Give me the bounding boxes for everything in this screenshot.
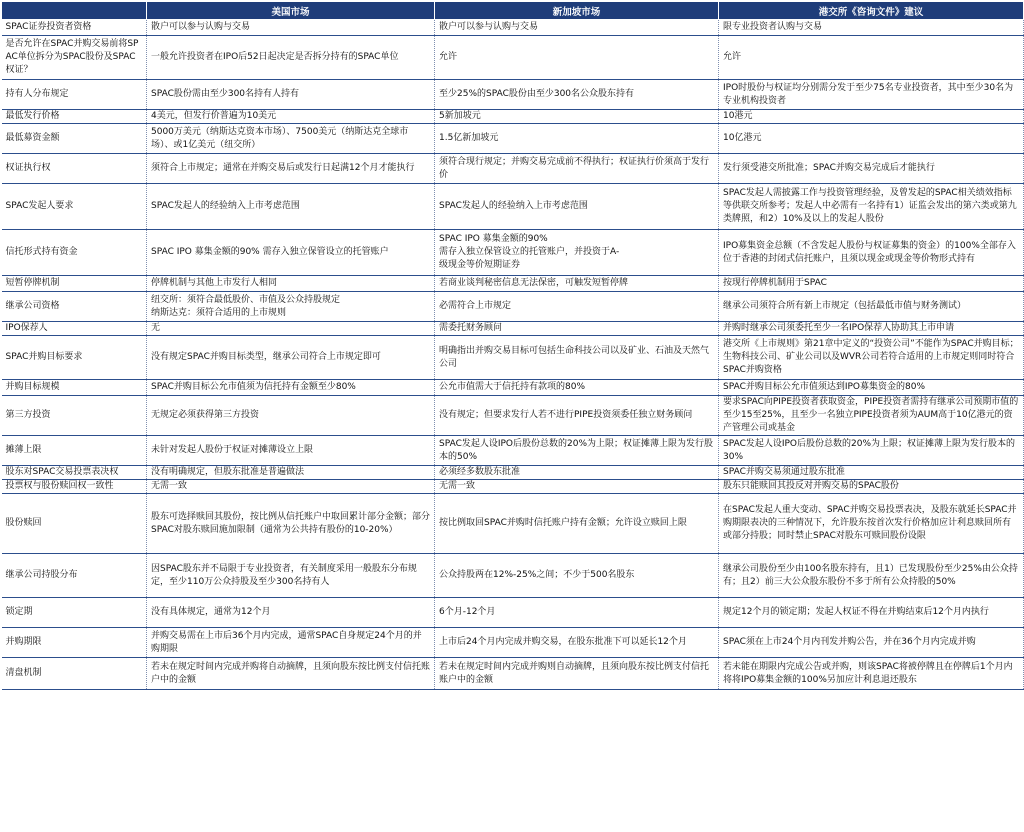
hk-cell: SPAC须在上市24个月内刊发并购公告，并在36个月内完成并购 — [719, 628, 1024, 658]
hk-cell: 在SPAC发起人重大变动、SPAC并购交易投票表决，及股东就延长SPAC并购期限表决的三种情况下，允许股东按首次发行价格加应计利息赎回所有或部分持股；同时禁止SPAC对股东可赎回股份设限 — [719, 494, 1024, 554]
header-corner — [2, 2, 147, 20]
us-cell: 散户可以参与认购与交易 — [147, 20, 435, 36]
row-label: 继承公司资格 — [2, 292, 147, 322]
hk-cell: 要求SPAC向PIPE投资者获取资金，PIPE投资者需持有继承公司预期市值的至少15至25%，且至少一名独立PIPE投资者须为AUM高于10亿港元的资产管理公司或基金 — [719, 396, 1024, 436]
us-cell: 5000万美元（纳斯达克资本市场）、7500美元（纳斯达克全球市场）、或1亿美元（纽交所） — [147, 124, 435, 154]
us-cell: SPAC IPO 募集金额的90% 需存入独立保管设立的托管账户 — [147, 230, 435, 276]
us-cell: 无 — [147, 322, 435, 336]
hk-cell: 允许 — [719, 36, 1024, 80]
table-row — [2, 598, 1024, 628]
table-row — [2, 336, 1024, 380]
us-cell: 没有规定SPAC并购目标类型，继承公司符合上市规定即可 — [147, 336, 435, 380]
sg-cell: 须符合现行规定；并购交易完成前不得执行；权证执行价须高于发行价 — [435, 154, 719, 184]
row-label: 第三方投资 — [2, 396, 147, 436]
hk-cell: 继承公司须符合所有新上市规定（包括最低市值与财务测试） — [719, 292, 1024, 322]
header-hkex-proposal: 港交所《咨询文件》建议 — [719, 2, 1024, 20]
row-label: 最低募资金额 — [2, 124, 147, 154]
hk-cell: 按现行停牌机制用于SPAC — [719, 276, 1024, 292]
sg-cell: 上市后24个月内完成并购交易，在股东批准下可以延长12个月 — [435, 628, 719, 658]
table-row — [2, 110, 1024, 124]
table-row — [2, 436, 1024, 466]
us-cell: 一般允许投资者在IPO后52日起决定是否拆分持有的SPAC单位 — [147, 36, 435, 80]
row-label: 摊薄上限 — [2, 436, 147, 466]
us-cell: 没有具体规定，通常为12个月 — [147, 598, 435, 628]
hk-cell: SPAC并购目标公允市值须达到IPO募集资金的80% — [719, 380, 1024, 396]
us-cell: 纽交所：须符合最低股价、市值及公众持股规定 纳斯达克：须符合适用的上市规则 — [147, 292, 435, 322]
hk-cell: 继承公司股份至少由100名股东持有，且1）已发现股份至少25%由公众持有；且2）前三大公众股东股份不多于所有公众持股的50% — [719, 554, 1024, 598]
table-row — [2, 554, 1024, 598]
row-label: 权证执行权 — [2, 154, 147, 184]
table-row — [2, 36, 1024, 80]
hk-cell: SPAC并购交易须通过股东批准 — [719, 466, 1024, 480]
table-row — [2, 154, 1024, 184]
sg-cell: 1.5亿新加坡元 — [435, 124, 719, 154]
hk-cell: 规定12个月的锁定期；发起人权证不得在并购结束后12个月内执行 — [719, 598, 1024, 628]
row-label: SPAC并购目标要求 — [2, 336, 147, 380]
table-row — [2, 480, 1024, 494]
us-cell: 没有明确规定，但股东批准是普遍做法 — [147, 466, 435, 480]
row-label: 并购期限 — [2, 628, 147, 658]
hk-cell: 10亿港元 — [719, 124, 1024, 154]
sg-cell: 若未在规定时间内完成并购则自动摘牌，且须向股东按比例支付信托账户中的金额 — [435, 658, 719, 690]
table-body — [2, 20, 1024, 690]
sg-cell: 6个月-12个月 — [435, 598, 719, 628]
us-cell: 并购交易需在上市后36个月内完成，通常SPAC自身规定24个月的并购期限 — [147, 628, 435, 658]
sg-cell: 必须经多数股东批准 — [435, 466, 719, 480]
us-cell: 4美元，但发行价普遍为10美元 — [147, 110, 435, 124]
us-cell: 须符合上市规定；通常在并购交易后或发行日起满12个月才能执行 — [147, 154, 435, 184]
sg-cell: 需委托财务顾问 — [435, 322, 719, 336]
hk-cell: 并购时继承公司须委托至少一名IPO保荐人协助其上市申请 — [719, 322, 1024, 336]
table-row — [2, 494, 1024, 554]
us-cell: 无规定必须获得第三方投资 — [147, 396, 435, 436]
us-cell: 未针对发起人股份于权证对摊薄设立上限 — [147, 436, 435, 466]
row-label: 投票权与股份赎回权一致性 — [2, 480, 147, 494]
row-label: 清盘机制 — [2, 658, 147, 690]
hk-cell: IPO募集资金总额（不含发起人股份与权证募集的资金）的100%全部存入位于香港的封闭式信托账户，且须以现金或现金等价物形式持有 — [719, 230, 1024, 276]
table-row — [2, 322, 1024, 336]
us-cell: SPAC股份需由至少300名持有人持有 — [147, 80, 435, 110]
sg-cell: 公众持股两在12%-25%之间；不少于500名股东 — [435, 554, 719, 598]
table-row — [2, 230, 1024, 276]
table-row — [2, 124, 1024, 154]
table-row — [2, 184, 1024, 230]
sg-cell: 按比例取回SPAC并购时信托账户持有金额；允许设立赎回上限 — [435, 494, 719, 554]
row-label: 是否允许在SPAC并购交易前将SPAC单位拆分为SPAC股份及SPAC权证？ — [2, 36, 147, 80]
sg-cell: 5新加坡元 — [435, 110, 719, 124]
table-row — [2, 20, 1024, 36]
table-row — [2, 80, 1024, 110]
row-label: 股东对SPAC交易投票表决权 — [2, 466, 147, 480]
hk-cell: IPO时股份与权证均分别需分发于至少75名专业投资者，其中至少30名为专业机构投资者 — [719, 80, 1024, 110]
header-us-market: 美国市场 — [147, 2, 435, 20]
row-label: 短暂停牌机制 — [2, 276, 147, 292]
sg-cell: SPAC IPO 募集金额的90% 需存入独立保管设立的托管账户，并投资于A- 级现金等价短期证券 — [435, 230, 719, 276]
table-row — [2, 628, 1024, 658]
table-row — [2, 658, 1024, 690]
header-row — [2, 2, 1024, 20]
hk-cell: 港交所《上市规则》第21章中定义的“投资公司”不能作为SPAC并购目标；生物科技公司、矿业公司以及WVR公司若符合适用的上市规定则同时符合SPAC并购资格 — [719, 336, 1024, 380]
sg-cell: 没有规定；但要求发行人若不进行PIPE投资须委任独立财务顾问 — [435, 396, 719, 436]
row-label: SPAC发起人要求 — [2, 184, 147, 230]
row-label: 锁定期 — [2, 598, 147, 628]
header-singapore-market: 新加坡市场 — [435, 2, 719, 20]
sg-cell: 散户可以参与认购与交易 — [435, 20, 719, 36]
hk-cell: 股东只能赎回其投反对并购交易的SPAC股份 — [719, 480, 1024, 494]
row-label: 股份赎回 — [2, 494, 147, 554]
row-label: IPO保荐人 — [2, 322, 147, 336]
row-label: SPAC证券投资者资格 — [2, 20, 147, 36]
sg-cell: 允许 — [435, 36, 719, 80]
us-cell: SPAC发起人的经验纳入上市考虑范围 — [147, 184, 435, 230]
table-row — [2, 466, 1024, 480]
sg-cell: 必需符合上市规定 — [435, 292, 719, 322]
hk-cell: 10港元 — [719, 110, 1024, 124]
us-cell: 因SPAC股东并不局限于专业投资者，有关制度采用一般股东分布规定，至少110万公众持股及至少300名持有人 — [147, 554, 435, 598]
us-cell: 无需一致 — [147, 480, 435, 494]
table-row — [2, 292, 1024, 322]
sg-cell: SPAC发起人的经验纳入上市考虑范围 — [435, 184, 719, 230]
table-row — [2, 276, 1024, 292]
row-label: 最低发行价格 — [2, 110, 147, 124]
spac-comparison-table — [1, 1, 1024, 690]
hk-cell: 限专业投资者认购与交易 — [719, 20, 1024, 36]
us-cell: SPAC并购目标公允市值须为信托持有金额至少80% — [147, 380, 435, 396]
sg-cell: 至少25%的SPAC股份由至少300名公众股东持有 — [435, 80, 719, 110]
hk-cell: SPAC发起人需披露工作与投资管理经验，及曾发起的SPAC相关绩效指标等供联交所参考；发起人中必需有一名持有1）证监会发出的第六类或第九类牌照，和2）10%及以上的发起人股份 — [719, 184, 1024, 230]
us-cell: 若未在规定时间内完成并购将自动摘牌，且须向股东按比例支付信托账户中的金额 — [147, 658, 435, 690]
sg-cell: 明确指出并购交易目标可包括生命科技公司以及矿业、石油及天然气公司 — [435, 336, 719, 380]
sg-cell: 若商业谈判秘密信息无法保密，可触发短暂停牌 — [435, 276, 719, 292]
row-label: 信托形式持有资金 — [2, 230, 147, 276]
us-cell: 股东可选择赎回其股份，按比例从信托账户中取回累计部分金额；部分SPAC对股东赎回施加限制（通常为公共持有股份的10-20%） — [147, 494, 435, 554]
sg-cell: 无需一致 — [435, 480, 719, 494]
row-label: 继承公司持股分布 — [2, 554, 147, 598]
hk-cell: 发行须受港交所批准；SPAC并购交易完成后才能执行 — [719, 154, 1024, 184]
sg-cell: 公允市值需大于信托持有款项的80% — [435, 380, 719, 396]
hk-cell: SPAC发起人设IPO后股份总数的20%为上限；权证摊薄上限为发行股本的30% — [719, 436, 1024, 466]
row-label: 持有人分布规定 — [2, 80, 147, 110]
sg-cell: SPAC发起人设IPO后股份总数的20%为上限；权证摊薄上限为发行股本的50% — [435, 436, 719, 466]
table-row — [2, 396, 1024, 436]
table-row — [2, 380, 1024, 396]
row-label: 并购目标规模 — [2, 380, 147, 396]
us-cell: 停牌机制与其他上市发行人相同 — [147, 276, 435, 292]
hk-cell: 若未能在期限内完成公告或并购，则该SPAC将被停牌且在停牌后1个月内将将IPO募集金额的100%另加应计利息退还股东 — [719, 658, 1024, 690]
